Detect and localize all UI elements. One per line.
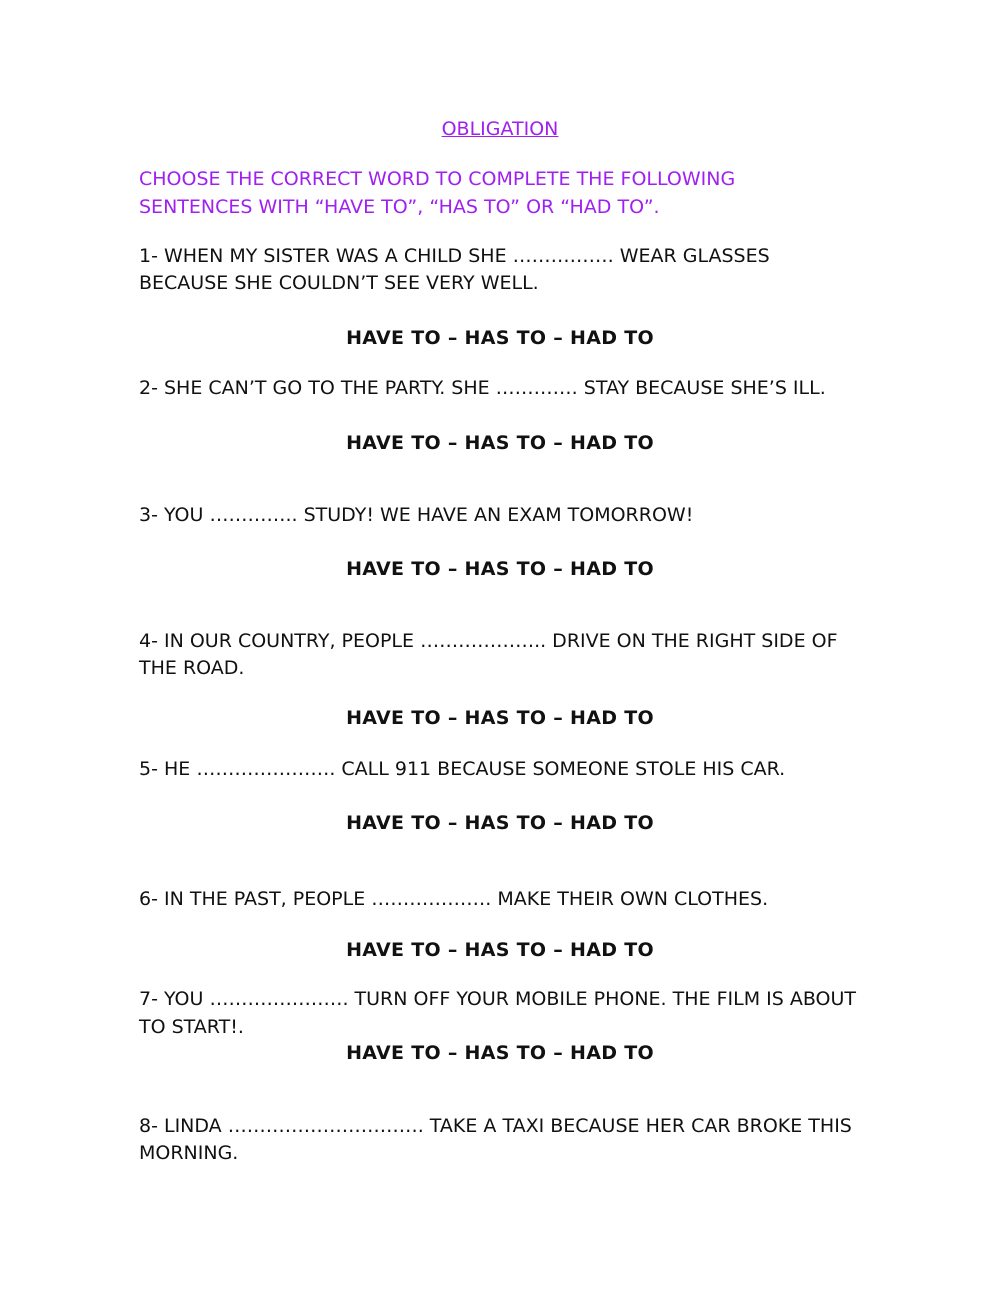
question-8-line-1: 8- LINDA …………………………. TAKE A TAXI BECAUSE HER CAR BROKE THIS <box>139 1115 852 1137</box>
question-7-options: HAVE TO – HAS TO – HAD TO <box>346 1042 654 1064</box>
worksheet-title: OBLIGATION <box>441 118 559 140</box>
question-5-line-1: 5- HE …………………. CALL 911 BECAUSE SOMEONE STOLE HIS CAR. <box>139 758 786 780</box>
question-7-line-1: 7- YOU …………………. TURN OFF YOUR MOBILE PHONE. THE FILM IS ABOUT <box>139 988 856 1010</box>
question-8-line-2: MORNING. <box>139 1142 239 1164</box>
question-3-options: HAVE TO – HAS TO – HAD TO <box>346 558 654 580</box>
question-2-line-1: 2- SHE CAN’T GO TO THE PARTY. SHE …………. STAY BECAUSE SHE’S ILL. <box>139 377 826 399</box>
question-4-line-2: THE ROAD. <box>139 657 245 679</box>
question-1-options: HAVE TO – HAS TO – HAD TO <box>346 327 654 349</box>
question-4-options: HAVE TO – HAS TO – HAD TO <box>346 707 654 729</box>
question-5-options: HAVE TO – HAS TO – HAD TO <box>346 812 654 834</box>
question-1-line-1: 1- WHEN MY SISTER WAS A CHILD SHE ……………. WEAR GLASSES <box>139 245 770 267</box>
instructions-line-1: CHOOSE THE CORRECT WORD TO COMPLETE THE FOLLOWING <box>139 168 736 190</box>
question-2-options: HAVE TO – HAS TO – HAD TO <box>346 432 654 454</box>
question-1-line-2: BECAUSE SHE COULDN’T SEE VERY WELL. <box>139 272 539 294</box>
question-4-line-1: 4- IN OUR COUNTRY, PEOPLE ……………….. DRIVE ON THE RIGHT SIDE OF <box>139 630 838 652</box>
question-7-line-2: TO START!. <box>139 1016 244 1038</box>
question-6-options: HAVE TO – HAS TO – HAD TO <box>346 939 654 961</box>
instructions-line-2: SENTENCES WITH “HAVE TO”, “HAS TO” OR “HAD TO”. <box>139 196 660 218</box>
question-6-line-1: 6- IN THE PAST, PEOPLE ………………. MAKE THEIR OWN CLOTHES. <box>139 888 769 910</box>
question-3-line-1: 3- YOU ………….. STUDY! WE HAVE AN EXAM TOMORROW! <box>139 504 694 526</box>
